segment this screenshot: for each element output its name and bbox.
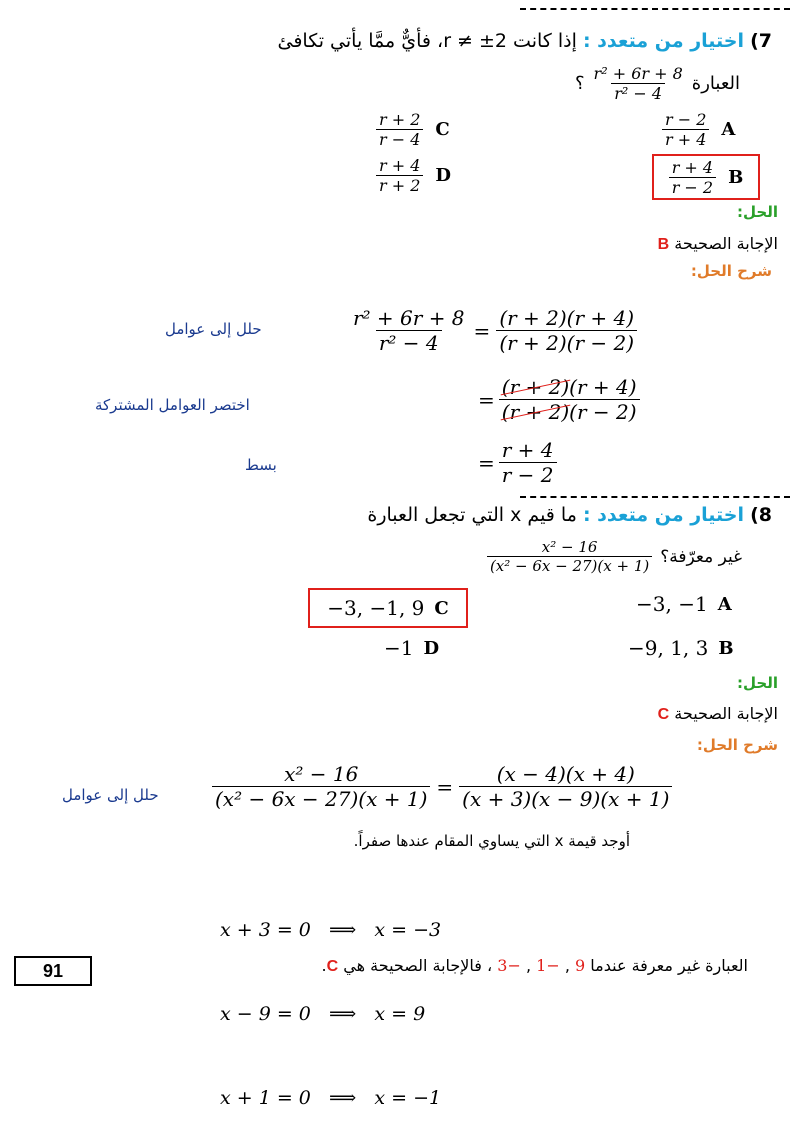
q7-answer-text: الإجابة الصحيحة <box>674 234 778 253</box>
q8-stem-line2 <box>487 538 742 575</box>
q7-question-mark: ؟ <box>574 73 585 94</box>
q7-step2-frac <box>499 375 640 424</box>
q7-answer <box>658 234 778 254</box>
q7-step2-den <box>499 399 640 424</box>
q7-choice-b[interactable] <box>652 154 760 200</box>
q8-conclusion-suffix: ، فالإجابة الصحيحة هي <box>343 956 493 975</box>
q7-stem: إذا كانت r ≠ ±2، فأيٌّ ممَّا يأتي تكافئ <box>277 30 577 52</box>
q7-step3-note: بسط <box>245 456 277 474</box>
q7-step1-equation <box>350 306 637 355</box>
q8-equations <box>220 860 441 1140</box>
q7-expr-den: r² − 4 <box>611 83 665 103</box>
q8-value-2: −1 <box>536 956 560 975</box>
q8-factor-equation <box>212 762 672 811</box>
q7-step1-note: حلل إلى عوامل <box>165 320 262 338</box>
q7-choice-a-num: r − 2 <box>665 110 707 129</box>
q8-answer-letter: C <box>657 706 670 723</box>
q7-step3-den: r − 2 <box>499 462 557 487</box>
q7-stem-word: العبارة <box>691 73 740 94</box>
q7-expr-num: r² + 6r + 8 <box>593 64 683 83</box>
q8-choice-c-letter: C <box>434 597 449 619</box>
q7-choice-b-letter: B <box>728 166 744 188</box>
q8-choice-d-letter: D <box>423 637 440 659</box>
q8-expr-num: x² − 16 <box>541 538 598 556</box>
q7-choice-d-frac <box>376 156 423 195</box>
q7-choice-d-den: r + 2 <box>376 175 423 195</box>
q7-choice-c-den: r − 4 <box>376 129 423 149</box>
q7-choice-b-den: r − 2 <box>669 177 716 197</box>
q8-expr-den: (x² − 6x − 27)(x + 1) <box>487 556 652 575</box>
q8-answer <box>658 704 778 724</box>
q7-choice-a-den: r + 4 <box>662 129 709 149</box>
q7-step2-equation <box>478 375 640 424</box>
q8-rhs <box>459 762 672 811</box>
equals-sign: = <box>473 318 491 343</box>
q8-choice-b[interactable] <box>628 636 734 660</box>
q7-choice-d[interactable] <box>376 156 451 195</box>
q7-number: 7) <box>750 30 772 52</box>
q8-lhs <box>212 762 430 811</box>
q8-header <box>367 504 772 526</box>
q8-find-text: أوجد قيمة x التي يساوي المقام عندها صفراً. <box>353 832 630 850</box>
q8-rhs-den: (x + 3)(x − 9)(x + 1) <box>459 786 672 811</box>
q7-answer-letter: B <box>657 236 670 253</box>
q7-step1-lhs <box>350 306 468 355</box>
q8-choice-c-value: −3, −1, 9 <box>327 596 425 620</box>
q7-step2-num-b: (r + 4) <box>569 375 637 399</box>
question-divider <box>520 496 790 498</box>
q7-step2-den-b: (r − 2) <box>569 400 637 424</box>
q7-choice-c-letter: C <box>435 119 450 140</box>
q7-tag: اختيار من متعدد : <box>582 30 745 52</box>
q8-expression <box>487 538 652 575</box>
q8-conclusion: العبارة غير معرفة عندما 9 , −1 , −3 ، فالإجابة الصحيحة هي C. <box>321 956 748 975</box>
top-divider <box>520 8 790 10</box>
equals-sign: = <box>478 387 495 412</box>
q8-stem: ما قيم x التي تجعل العبارة <box>367 504 577 526</box>
page-number: 91 <box>14 956 92 986</box>
q7-choice-d-num: r + 4 <box>379 156 421 175</box>
q8-number: 8) <box>750 504 772 526</box>
q7-step3-equation <box>478 438 557 487</box>
q8-choice-a-value: −3, −1 <box>636 592 708 616</box>
q8-choice-a-letter: A <box>717 593 732 615</box>
q7-choice-a-letter: A <box>721 119 736 140</box>
q8-choice-d-value: −1 <box>384 636 414 660</box>
q7-choice-d-letter: D <box>435 165 452 186</box>
q8-choice-b-value: −9, 1, 3 <box>628 636 709 660</box>
q7-step1-rhs-den: (r + 2)(r − 2) <box>496 330 637 355</box>
q8-lhs-den: (x² − 6x − 27)(x + 1) <box>212 786 430 811</box>
equals-sign: = <box>436 774 454 799</box>
q7-step1-rhs <box>496 306 637 355</box>
q7-step1-rhs-num: (r + 2)(r + 4) <box>499 306 635 330</box>
q8-value-3: −3 <box>497 956 521 975</box>
q7-step2-num <box>499 375 640 399</box>
q8-eq-3: x + 1 = 0 ⟹ x = −1 <box>220 1087 442 1109</box>
q8-choice-b-letter: B <box>718 637 734 659</box>
q8-solution-label: الحل: <box>737 674 778 692</box>
q8-explain-label: شرح الحل: <box>696 736 778 754</box>
q8-value-1: 9 <box>575 956 586 975</box>
q8-answer-text: الإجابة الصحيحة <box>674 704 778 723</box>
q8-choice-d[interactable] <box>384 636 439 660</box>
q8-eq-1: x + 3 = 0 ⟹ x = −3 <box>220 919 442 941</box>
equals-sign: = <box>478 450 495 475</box>
q7-step3-frac <box>499 438 557 487</box>
q7-step3-num: r + 4 <box>501 438 554 462</box>
q7-step2-cancel-num: (r + 2) <box>501 375 570 399</box>
q8-choice-c[interactable] <box>308 588 468 628</box>
q8-rhs-num: (x − 4)(x + 4) <box>496 762 635 786</box>
q7-stem-line2 <box>575 64 740 103</box>
q7-step2-cancel-den: (r + 2) <box>501 400 570 424</box>
q7-header <box>278 30 773 52</box>
q8-conclusion-letter: C <box>326 958 339 975</box>
q7-solution-label: الحل: <box>737 203 778 221</box>
q7-choice-b-num: r + 4 <box>671 157 714 177</box>
q7-expression <box>591 64 686 103</box>
q8-tag: اختيار من متعدد : <box>582 504 745 526</box>
q8-factor-note: حلل إلى عوامل <box>62 786 159 804</box>
q8-lhs-num: x² − 16 <box>284 762 359 786</box>
q7-step1-lhs-num: r² + 6r + 8 <box>353 306 465 330</box>
q7-choice-c-frac <box>376 110 423 149</box>
q7-choice-c[interactable] <box>376 110 450 149</box>
q8-conclusion-prefix: العبارة غير معرفة عندما <box>590 956 748 975</box>
q8-eq-2: x − 9 = 0 ⟹ x = 9 <box>220 1003 426 1025</box>
q7-explain-label: شرح الحل: <box>690 262 772 280</box>
q7-step1-lhs-den: r² − 4 <box>376 330 442 355</box>
q7-choice-b-frac <box>669 158 716 197</box>
q7-choice-c-num: r + 2 <box>379 110 421 129</box>
q7-step2-note: اختصر العوامل المشتركة <box>95 396 250 414</box>
q8-choice-a[interactable] <box>636 592 732 616</box>
q8-undefined-text: غير معرّفة؟ <box>660 546 742 567</box>
q7-choice-a[interactable] <box>662 110 735 149</box>
q7-choice-a-frac <box>662 110 709 149</box>
